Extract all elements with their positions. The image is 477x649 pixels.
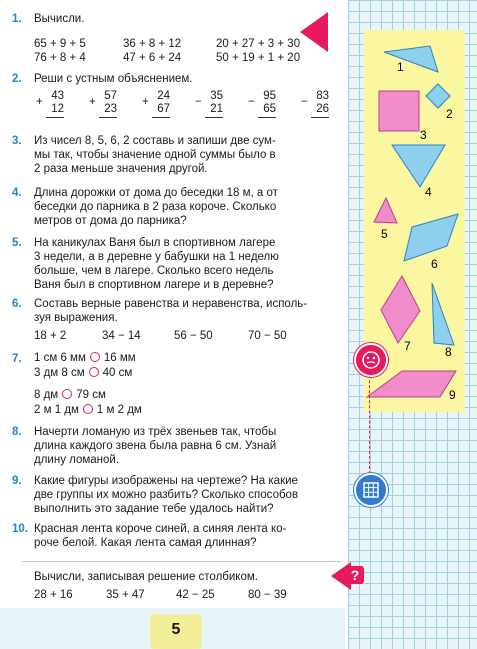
expr: 35 + 47 (106, 589, 145, 601)
expr: 36 + 8 + 12 (123, 38, 182, 50)
figure-label: 5 (381, 227, 388, 241)
figure-6-parallelogram (404, 214, 458, 261)
column-expression: + 57 23 (99, 90, 117, 118)
page-number: 5 (150, 614, 202, 649)
expr: 80 − 39 (248, 589, 287, 601)
figure-label: 8 (445, 345, 452, 359)
comparison: 1 см 6 мм 16 мм (34, 352, 136, 364)
task-line: метров от дома до парника? (34, 215, 187, 227)
task-line: На каникулах Ваня был в спортивном лагере (34, 237, 276, 249)
task-line: две группы их можно разбить? Сколько способов (34, 489, 299, 501)
figure-label: 1 (397, 60, 404, 74)
column-expression: + 43 12 (46, 90, 64, 118)
figure-7-rhombus (381, 276, 420, 343)
task-line: больше, чем в лагере. Сколько всего недель (34, 265, 274, 277)
task-number: 3. (12, 135, 22, 147)
task-line: Начерти ломаную из трёх звеньев так, чтобы (34, 426, 277, 438)
figure-1-triangle (384, 46, 438, 72)
task-line: длина каждого звена была равна 6 см. Узнай (34, 440, 277, 452)
column-expression: − 83 26 (311, 90, 329, 118)
expr: 28 + 16 (34, 589, 73, 601)
task-line: роче белой. Какая лента самая длинная? (34, 537, 257, 549)
expr: 76 + 8 + 4 (34, 52, 86, 64)
question-icon: ? (346, 566, 364, 584)
task-line: Какие фигуры изображены на чертеже? На какие (34, 475, 298, 487)
task-line: Ваня был в спортивном лагере и в деревне? (34, 279, 274, 291)
expr: 70 − 50 (248, 330, 287, 342)
task-number: 5. (12, 237, 22, 249)
column-expression: − 95 65 (258, 90, 276, 118)
extra-task-text: Вычисли, записывая решение столбиком. (34, 571, 258, 583)
expr: 42 − 25 (176, 589, 215, 601)
grid-work-icon (354, 473, 388, 507)
figure-label: 9 (449, 388, 456, 402)
task-line: Составь верные равенства и неравенства, исполь- (34, 298, 308, 310)
figure-label: 6 (431, 257, 438, 271)
figure-label: 4 (425, 185, 432, 199)
figure-3-square (379, 91, 419, 131)
task-number: 8. (12, 426, 22, 438)
expr: 65 + 9 + 5 (34, 38, 86, 50)
connector-line (369, 370, 370, 474)
task-number: 10. (12, 523, 28, 535)
comparison: 2 м 1 дм 1 м 2 дм (34, 404, 142, 416)
expr: 18 + 2 (34, 330, 67, 342)
column-expression: + 24 67 (152, 90, 170, 118)
figure-label: 7 (404, 339, 411, 353)
figure-4-triangle (392, 145, 445, 187)
task-line: зуя выражения. (34, 312, 118, 324)
figure-label: 2 (446, 107, 453, 121)
task-line: 3 недели, а в деревне у бабушки на 1 неделю (34, 251, 279, 263)
task-line: длину ломаной. (34, 454, 120, 466)
thinking-face-icon (354, 343, 388, 377)
task-number: 4. (12, 187, 22, 199)
figure-5-triangle (374, 198, 397, 223)
task-text: Вычисли. (34, 13, 85, 25)
task-number: 2. (12, 73, 22, 85)
figure-label: 3 (420, 128, 427, 142)
task-line: выполнить это задание тебе удалось найти? (34, 503, 274, 515)
comparison: 3 дм 8 см 40 см (34, 367, 133, 379)
expr: 47 + 6 + 24 (123, 52, 182, 64)
expr: 20 + 27 + 3 + 30 (216, 38, 301, 50)
task-line: беседки до парника в 2 раза короче. Сколько (34, 201, 277, 213)
task-text: Реши с устным объяснением. (34, 73, 193, 85)
figure-2-rhombus (426, 84, 450, 108)
column-expression: − 35 21 (205, 90, 223, 118)
task-number: 1. (12, 13, 22, 25)
expr: 50 + 19 + 1 + 20 (216, 52, 301, 64)
task-line: 2 раза меньше значения другой. (34, 163, 208, 175)
expr: 56 − 50 (174, 330, 213, 342)
figure-8-triangle (432, 283, 454, 345)
comparison: 8 дм 79 см (34, 389, 106, 401)
task-line: мы так, чтобы значение одной суммы было в (34, 149, 276, 161)
task-number: 7. (12, 353, 22, 365)
task-line: Из чисел 8, 5, 6, 2 составь и запиши две сум- (34, 135, 276, 147)
expr: 34 − 14 (102, 330, 141, 342)
task-line: Длина дорожки от дома до беседки 18 м, а от (34, 187, 278, 199)
task-number: 6. (12, 298, 22, 310)
task-line: Красная лента короче синей, а синяя лента ко- (34, 523, 287, 535)
task-number: 9. (12, 475, 22, 487)
